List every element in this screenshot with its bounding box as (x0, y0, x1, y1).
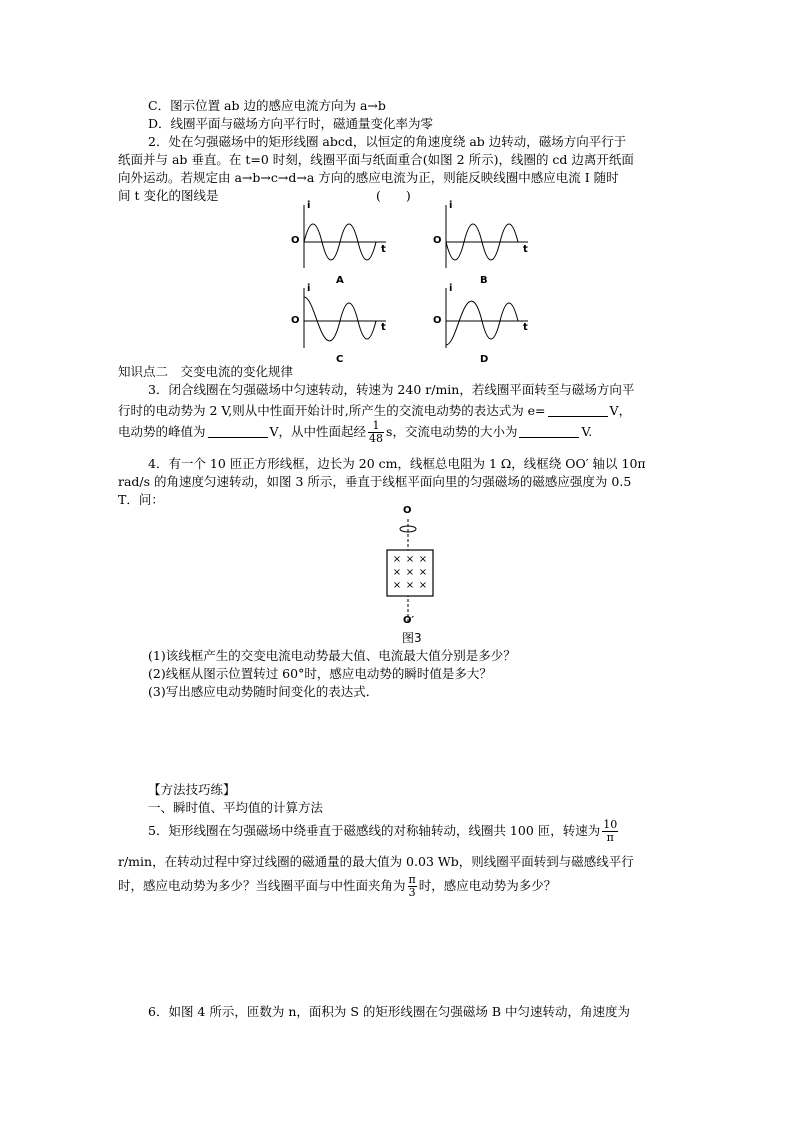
graph-a-label: A (336, 275, 344, 286)
q4-line-1: 4．有一个 10 匝正方形线框，边长为 20 cm，线框总电阻为 1 Ω，线框绕 OO′ 轴以 10π (148, 456, 646, 471)
q5-angle-num: π (408, 873, 416, 886)
q6-line-1: 6．如图 4 所示，匝数为 n，面积为 S 的矩形线圈在匀强磁场 B 中匀速转动，角速度为 (148, 1004, 631, 1019)
q2-line-2: 纸面并与 ab 垂直。在 t=0 时刻，线圈平面与纸面重合(如图 2 所示)，线圈的 cd 边离开纸面 (118, 152, 634, 167)
q4-sub-1: (1)该线框产生的交变电流电动势最大值、电流最大值分别是多少？ (148, 648, 516, 663)
graph-b-origin: O (433, 235, 442, 246)
svg-text:×: × (418, 554, 428, 565)
method-title: 【方法技巧练】 (148, 782, 236, 797)
svg-text:×: × (392, 580, 402, 591)
q3-line-2 (118, 402, 678, 419)
q3-line-2-text: 行时的电动势为 2 V,则从中性面开始计时,所产生的交流电动势的表达式为 e= (118, 403, 546, 418)
fig3-axis-top: O (403, 505, 412, 516)
svg-text:×: × (418, 567, 428, 578)
option-d: D．线圈平面与磁场方向平行时，磁通量变化率为零 (148, 116, 434, 131)
q4-sub-3: (3)写出感应电动势随时间变化的表达式． (148, 684, 379, 699)
graph-c-x-label: t (381, 322, 386, 333)
graph-a-origin: O (291, 235, 300, 246)
graph-a-y-label: i (307, 200, 311, 211)
svg-text:×: × (392, 567, 402, 578)
q2-line-4: 间 t 变化的图线是 (118, 188, 219, 203)
graph-b-x-label: t (523, 244, 528, 255)
svg-text:×: × (405, 580, 415, 591)
graph-b-label: B (480, 275, 488, 286)
q4-sub-2: (2)线框从图示位置转过 60°时，感应电动势的瞬时值是多大？ (148, 666, 492, 681)
q3-frac-num: 1 (368, 420, 384, 433)
q4-line-2: rad/s 的角速度匀速转动，如图 3 所示，垂直于线框平面向里的匀强磁场的磁感应强度为 0.5 (118, 474, 632, 489)
q3-blank-2[interactable] (208, 425, 268, 438)
q3-unit-1: V， (609, 403, 632, 418)
q5-line-1 (148, 818, 708, 844)
fig3-caption: 图3 (402, 631, 422, 645)
method-subtitle: 一、瞬时值、平均值的计算方法 (148, 800, 324, 815)
graph-d (428, 283, 538, 373)
svg-text:×: × (418, 580, 428, 591)
q2-answer-paren: ( ) (376, 188, 411, 203)
graph-d-y-label: i (449, 283, 453, 294)
section-title-2: 知识点二 交变电流的变化规律 (118, 364, 294, 379)
q2-line-3: 向外运动。若规定由 a→b→c→d→a 方向的感应电流为正，则能反映线圈中感应电流 I 随时 (118, 170, 619, 185)
graph-b-y-label: i (449, 200, 453, 211)
q5-line-1-text: 5．矩形线圈在匀强磁场中绕垂直于磁感线的对称轴转动，线圈共 100 匝，转速为 (148, 823, 601, 838)
option-c: C．图示位置 ab 边的感应电流方向为 a→b (148, 98, 386, 113)
q3-blank-3[interactable] (519, 425, 579, 438)
svg-text:×: × (392, 554, 402, 565)
graph-a (286, 200, 396, 290)
graph-c-label: C (336, 354, 344, 365)
graph-c (286, 283, 396, 373)
q3-blank-1[interactable] (548, 404, 608, 417)
q2-line-1: 2．处在匀强磁场中的矩形线圈 abcd，以恒定的角速度绕 ab 边转动，磁场方向平行于 (148, 134, 627, 149)
q5-line-3-text-a: 时，感应电动势为多少？当线圈平面与中性面夹角为 (118, 878, 406, 893)
q4-line-3: T．问： (118, 492, 164, 507)
q5-frac-den: π (606, 831, 614, 844)
q3-time-text: V，从中性面起经 (269, 424, 367, 439)
q3-emf-text: s，交流电动势的大小为 (386, 424, 518, 439)
figure-3 (370, 505, 460, 645)
svg-text:×: × (405, 554, 415, 565)
q5-line-3-text-b: 时，感应电动势为多少？ (418, 878, 557, 893)
graph-c-y-label: i (307, 283, 311, 294)
graph-d-x-label: t (523, 322, 528, 333)
graph-d-origin: O (433, 315, 442, 326)
q5-angle-den: 3 (408, 886, 416, 899)
svg-text:×: × (405, 567, 415, 578)
fig3-axis-bottom: O′ (403, 615, 415, 626)
graph-c-origin: O (291, 315, 300, 326)
graph-d-label: D (480, 354, 489, 365)
q5-angle-fraction (408, 874, 417, 899)
q3-fraction (368, 420, 384, 445)
graph-a-x-label: t (381, 244, 386, 255)
q3-peak-text: 电动势的峰值为 (118, 424, 206, 439)
q5-fraction (602, 819, 618, 844)
q3-line-3 (118, 419, 678, 445)
q5-line-2: r/min，在转动过程中穿过线圈的磁通量的最大值为 0.03 Wb，则线圈平面转到与磁感线平行 (118, 854, 634, 869)
q3-unit-3: V. (581, 424, 593, 439)
q3-frac-den: 48 (369, 432, 384, 445)
q5-frac-num: 10 (603, 818, 618, 831)
q3-line-1: 3．闭合线圈在匀强磁场中匀速转动，转速为 240 r/min，若线圈平面转至与磁场方向平 (148, 382, 635, 397)
q5-line-3 (118, 873, 678, 899)
graph-b (428, 200, 538, 290)
